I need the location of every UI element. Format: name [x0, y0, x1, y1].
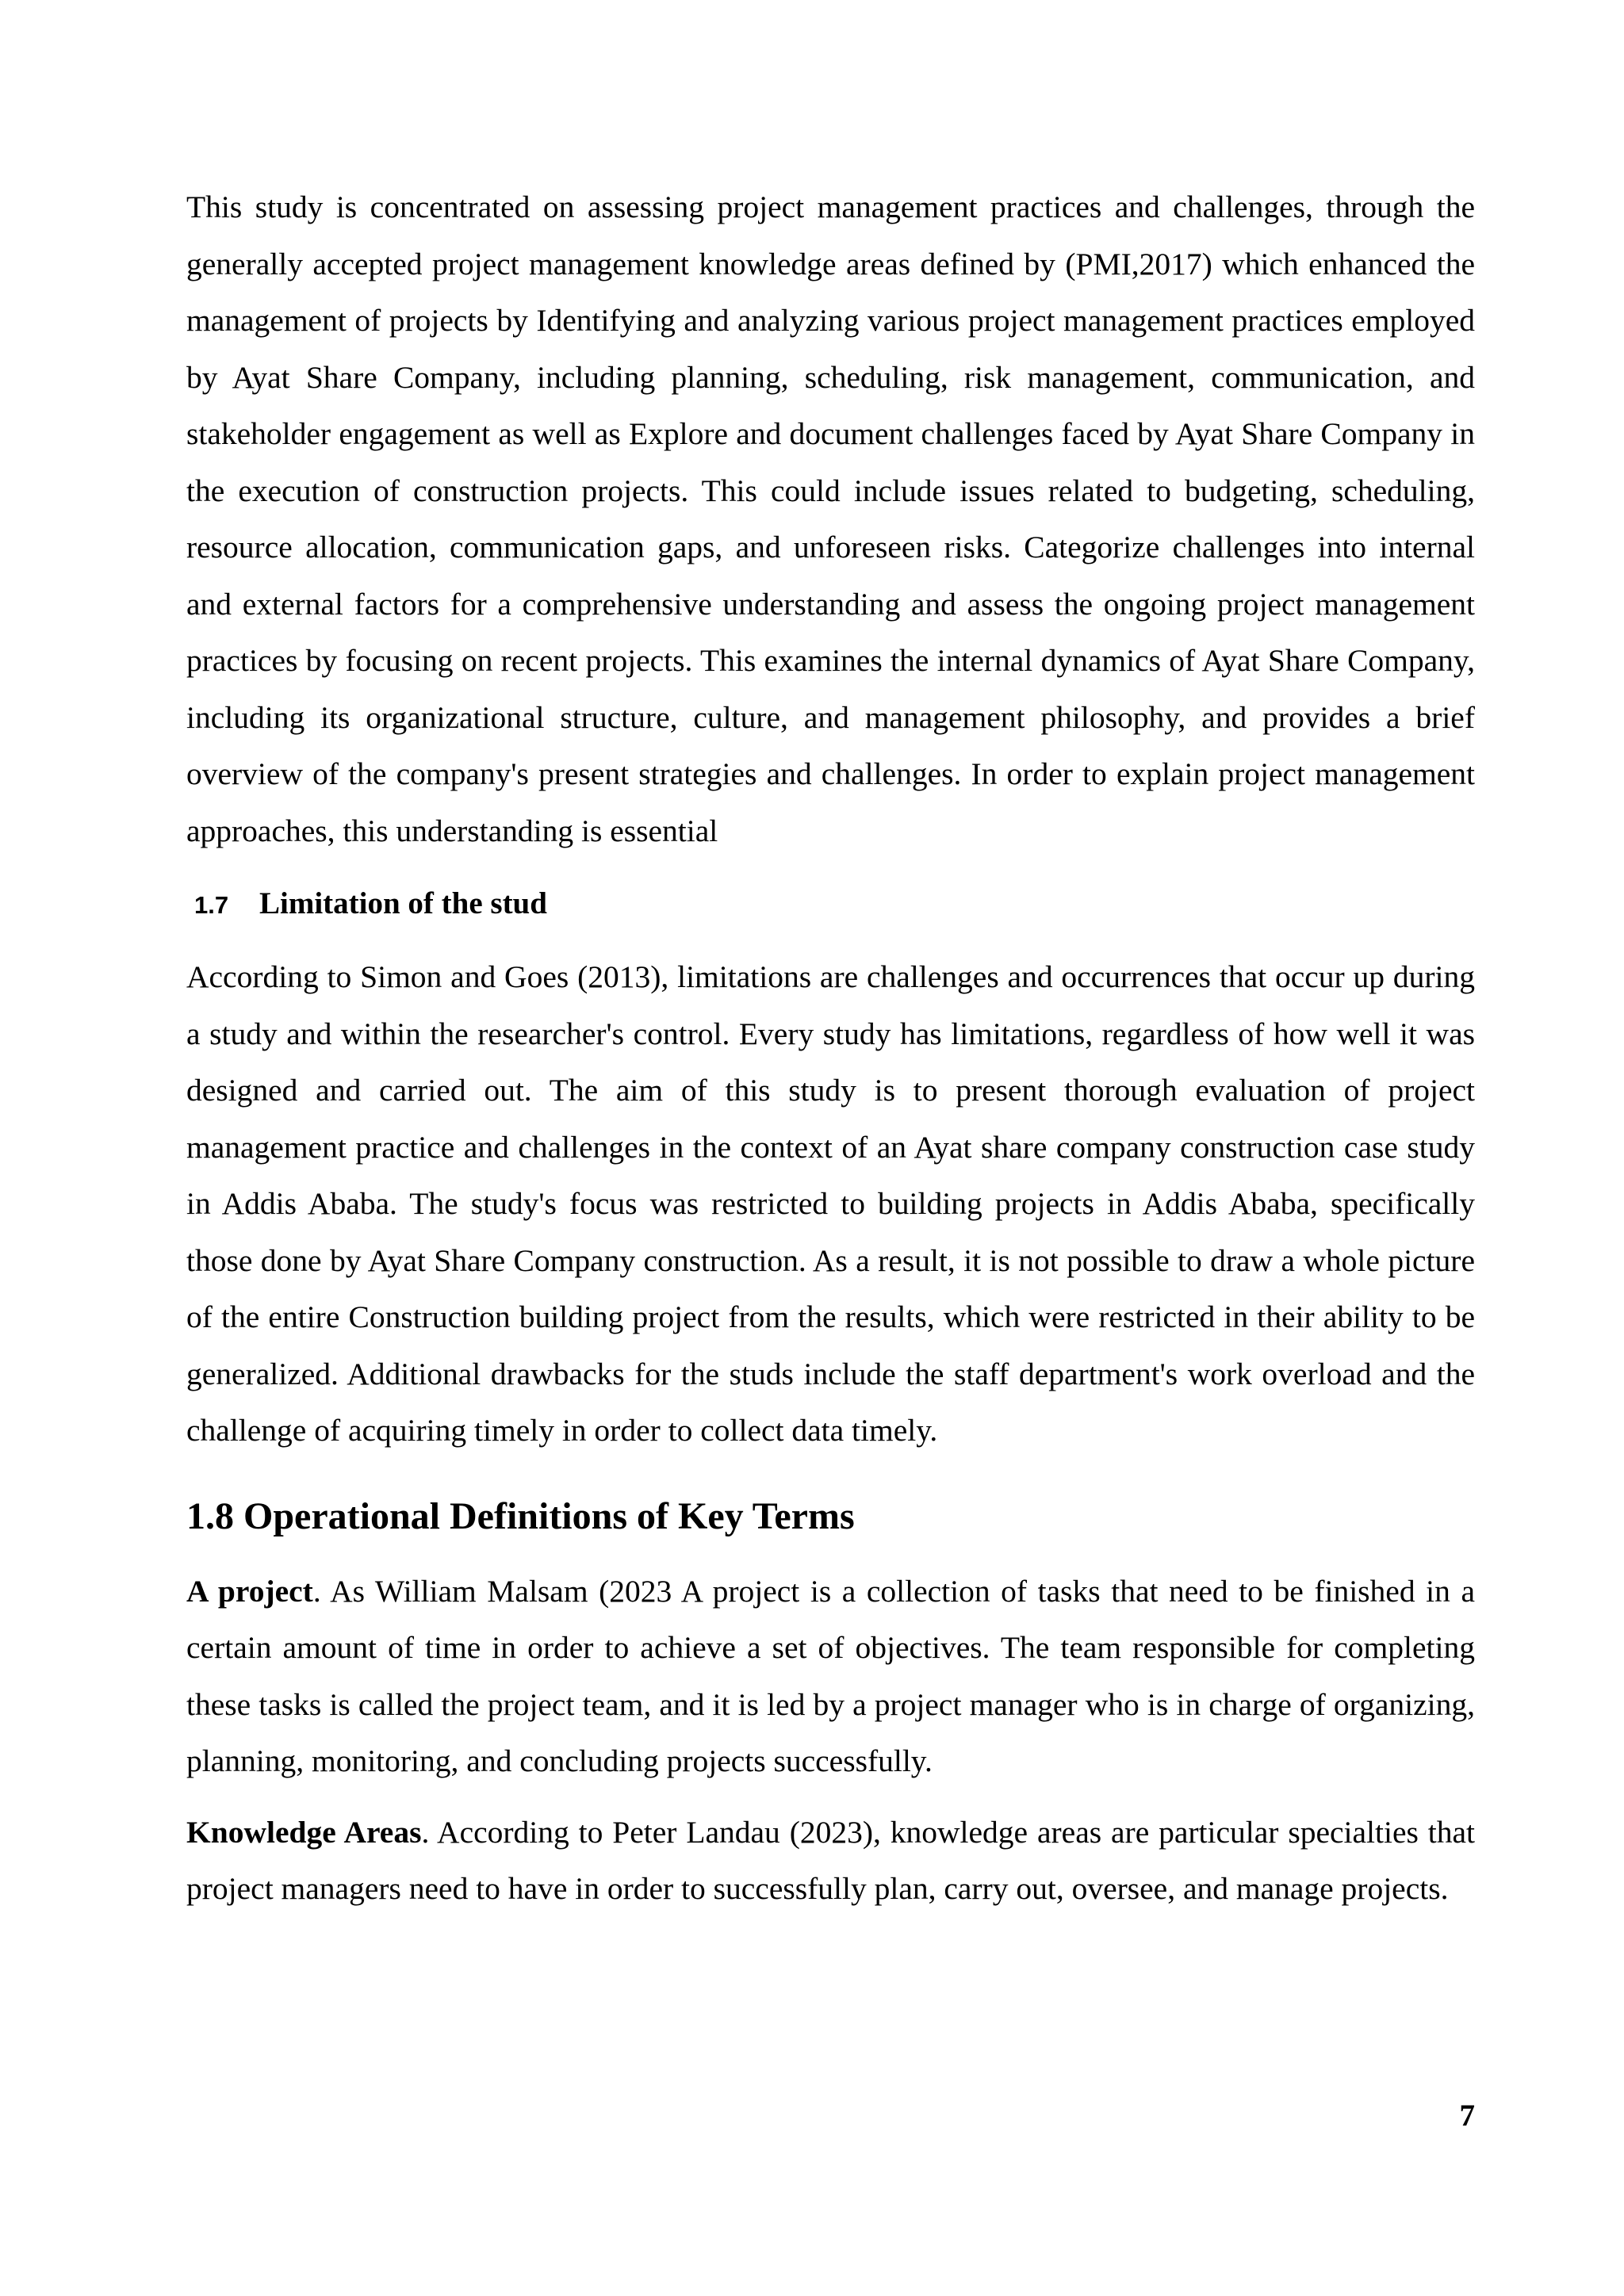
- paragraph-gap: [186, 1790, 1475, 1804]
- definition-project: [186, 1563, 1475, 1790]
- definition-knowledge-areas: [186, 1804, 1475, 1918]
- section-1-7-title: Limitation of the stud: [259, 886, 547, 920]
- section-1-7-heading: [186, 882, 1475, 928]
- limitation-paragraph: According to Simon and Goes (2013), limitations are challenges and occurrences that occur up during a study and within the researcher's control. Every study has limitations, regardless of how well it was designed and carried out. The aim of this study is to present thorough evaluation of project management practice and challenges in the context of an Ayat share company construction case study in Addis Ababa. The study's focus was restricted to building projects in Addis Ababa, specifically those done by Ayat Share Company construction. As a result, it is not possible to draw a whole picture of the entire Construction building project from the results, which were restricted in their ability to be generalized. Additional drawbacks for the studs include the staff department's work overload and the challenge of acquiring timely in order to collect data timely.: [186, 959, 1475, 1448]
- definition-knowledge-areas-text: . According to Peter Landau (2023), knowledge areas are particular specialties that project managers need to have in order to successfully plan, carry out, oversee, and manage projects.: [186, 1814, 1476, 1906]
- definition-project-text: . As William Malsam (2023 A project is a collection of tasks that need to be finished in a certain amount of time in order to achieve a set of objectives. The team responsible for completing these tasks is called the project team, and it is led by a project manager who is in charge of organizing, planning, monitoring, and concluding projects successfully.: [186, 1573, 1475, 1778]
- section-1-8-heading: 1.8 Operational Definitions of Key Terms: [186, 1494, 855, 1537]
- page-number: 7: [1459, 2099, 1475, 2133]
- section-1-7-number: 1.7: [194, 891, 229, 919]
- term-knowledge-areas: Knowledge Areas: [186, 1814, 422, 1850]
- scope-paragraph: This study is concentrated on assessing project management practices and challenges, through the generally accepted project management knowledge areas defined by (PMI,2017) which enhanced the management of projects by Identifying and analyzing various project management practices employed by Ayat Share Company, including planning, scheduling, risk management, communication, and stakeholder engagement as well as Explore and document challenges faced by Ayat Share Company in the execution of construction projects. This could include issues related to budgeting, scheduling, resource allocation, communication gaps, and unforeseen risks. Categorize challenges into internal and external factors for a comprehensive understanding and assess the ongoing project management practices by focusing on recent projects. This examines the internal dynamics of Ayat Share Company, including its organizational structure, culture, and management philosophy, and provides a brief overview of the company's present strategies and challenges. In order to explain project management approaches, this understanding is essential: [186, 189, 1475, 848]
- term-project: A project: [186, 1573, 313, 1609]
